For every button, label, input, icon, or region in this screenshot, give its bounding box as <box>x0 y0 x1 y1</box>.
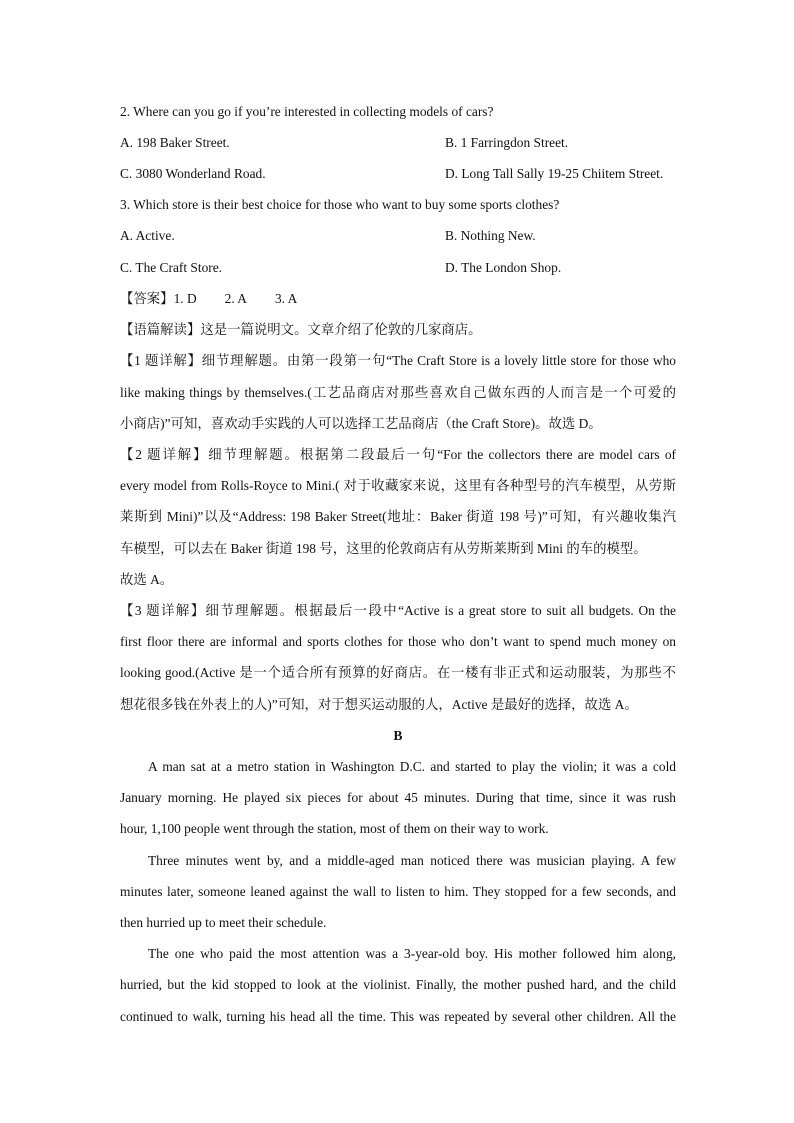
answer-label: 【答案】 <box>120 291 174 306</box>
answer-key <box>120 290 676 308</box>
question-2-option-a: A. 198 Baker Street. <box>120 135 230 150</box>
explanation-3-line: looking good.(Active 是一个适合所有预算的好商店。在一楼有非正式和运动服装，为那些不 <box>120 665 676 680</box>
question-3-option-c: C. The Craft Store. <box>120 260 223 275</box>
reading-note: 【语篇解读】这是一篇说明文。文章介绍了伦敦的几家商店。 <box>120 322 482 337</box>
explanation-1-line: 【1 题详解】细节理解题。由第一段第一句“The Craft Store is a lovely little store for those who <box>120 353 676 368</box>
explanation-2-line: every model from Rolls-Royce to Mini.( 对于收藏家来说，这里有各种型号的汽车模型，从劳斯 <box>120 478 676 493</box>
explanation-3-line: 想花很多钱在外表上的人)”可知，对于想买运动服的人，Active 是最好的选择，故选 A。 <box>120 697 638 712</box>
explanation-2-line: 莱斯到 Mini)”以及“Address: 198 Baker Street(地址：Baker 街道 198 号)”可知，有兴趣收集汽 <box>120 509 676 524</box>
question-2-option-b: B. 1 Farringdon Street. <box>445 135 569 150</box>
explanation-2-line: 【2 题详解】细节理解题。根据第二段最后一句“For the collectors there are model cars of <box>120 447 676 462</box>
passage-line: continued to walk, turning his head all the time. This was repeated by several other children. All the <box>120 1009 676 1024</box>
question-3-stem: 3. Which store is their best choice for those who want to buy some sports clothes? <box>120 197 560 212</box>
explanation-1-line: like making things by themselves.(工艺品商店对那些喜欢自己做东西的人而言是一个可爱的 <box>120 385 676 400</box>
explanation-2-line: 车模型，可以去在 Baker 街道 198 号，这里的伦敦商店有从劳斯莱斯到 Mini 的车的模型。 <box>120 541 647 556</box>
explanation-3-line: 【3 题详解】细节理解题。根据最后一段中“Active is a great store to suit all budgets. On the <box>120 603 676 618</box>
explanation-2-line: 故选 A。 <box>120 572 174 587</box>
passage-line: then hurried up to meet their schedule. <box>120 915 327 930</box>
passage-line: A man sat at a metro station in Washington D.C. and started to play the violin; it was a cold <box>148 759 676 774</box>
passage-line: Three minutes went by, and a middle-aged man noticed there was musician playing. A few <box>148 853 676 868</box>
section-b-heading: B <box>393 728 403 743</box>
explanation-1-line: 小商店)”可知，喜欢动手实践的人可以选择工艺品商店（the Craft Store)。故选 D。 <box>120 416 602 431</box>
question-3-option-d: D. The London Shop. <box>445 260 562 275</box>
passage-line: The one who paid the most attention was a 3-year-old boy. His mother followed him along, <box>148 946 676 961</box>
question-3-option-b: B. Nothing New. <box>445 228 536 243</box>
passage-line: hurried, but the kid stopped to look at the violinist. Finally, the mother pushed hard, and the child <box>120 977 676 992</box>
question-3-option-a: A. Active. <box>120 228 175 243</box>
passage-line: minutes later, someone leaned against the wall to listen to him. They stopped for a few seconds, and <box>120 884 676 899</box>
explanation-3-line: first floor there are informal and sports clothes for those who don’t want to spend much money on <box>120 634 676 649</box>
passage-line: hour, 1,100 people went through the station, most of them on their way to work. <box>120 821 549 836</box>
passage-line: January morning. He played six pieces for about 45 minutes. During that time, since it was rush <box>120 790 676 805</box>
question-2-option-c: C. 3080 Wonderland Road. <box>120 166 266 181</box>
question-2-stem: 2. Where can you go if you’re interested in collecting models of cars? <box>120 104 494 119</box>
question-2-option-d: D. Long Tall Sally 19-25 Chiitem Street. <box>445 166 664 181</box>
answer-1: 1. D <box>173 291 197 306</box>
answer-3: 3. A <box>274 291 298 306</box>
answer-2: 2. A <box>224 291 247 306</box>
